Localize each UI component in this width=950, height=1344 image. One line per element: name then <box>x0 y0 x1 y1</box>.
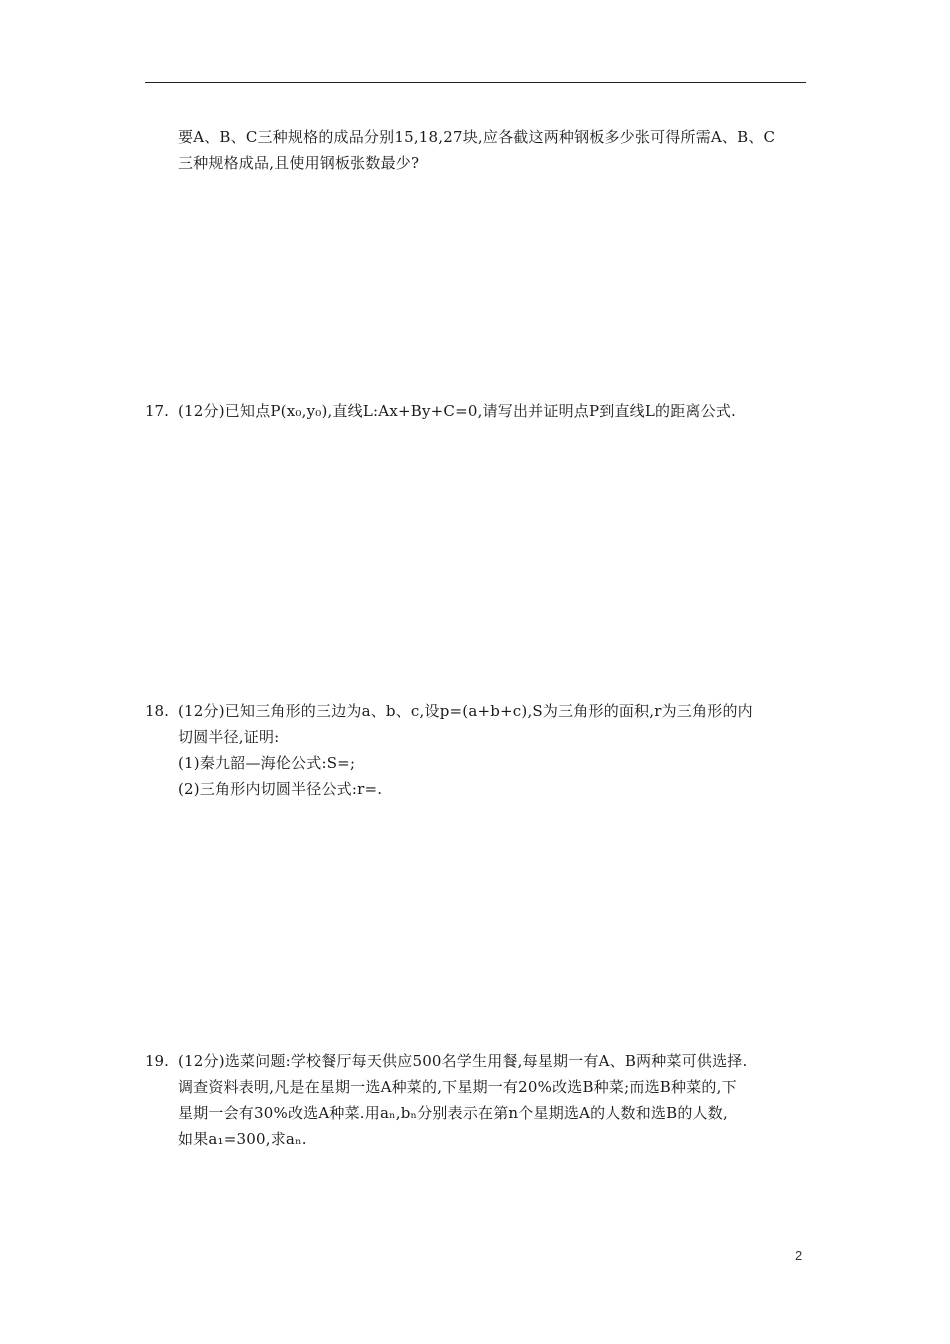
question-18-line-1: (12分)已知三角形的三边为a、b、c,设p=(a+b+c),S为三角形的面积,r为三角形的内 <box>178 702 753 720</box>
continuation-line-1: 要A、B、C三种规格的成品分别15,18,27块,应各截这两种钢板多少张可得所需A、B、C <box>178 128 776 146</box>
page-number: 2 <box>795 1248 803 1263</box>
question-19-line-3: 星期一会有30%改选A种菜.用aₙ,bₙ分别表示在第n个星期选A的人数和选B的人数, <box>178 1104 728 1122</box>
continuation-line-2: 三种规格成品,且使用钢板张数最少? <box>178 154 420 172</box>
question-19-number: 19. <box>145 1052 169 1070</box>
question-18-number: 18. <box>145 702 169 720</box>
header-rule <box>145 82 806 83</box>
question-19-line-1: (12分)选菜问题:学校餐厅每天供应500名学生用餐,每星期一有A、B两种菜可供选择. <box>178 1052 748 1070</box>
question-19-line-2: 调查资料表明,凡是在星期一选A种菜的,下星期一有20%改选B种菜;而选B种菜的,下 <box>178 1078 737 1096</box>
question-18-part-1: (1)秦九韶—海伦公式:S=; <box>178 754 356 772</box>
question-19-line-4: 如果a₁=300,求aₙ. <box>178 1130 307 1148</box>
question-18-line-2: 切圆半径,证明: <box>178 728 280 746</box>
question-17-number: 17. <box>145 402 169 420</box>
question-17-text: (12分)已知点P(x₀,y₀),直线L:Ax+By+C=0,请写出并证明点P到直线L的距离公式. <box>178 402 737 420</box>
question-18-part-2: (2)三角形内切圆半径公式:r=. <box>178 780 383 798</box>
